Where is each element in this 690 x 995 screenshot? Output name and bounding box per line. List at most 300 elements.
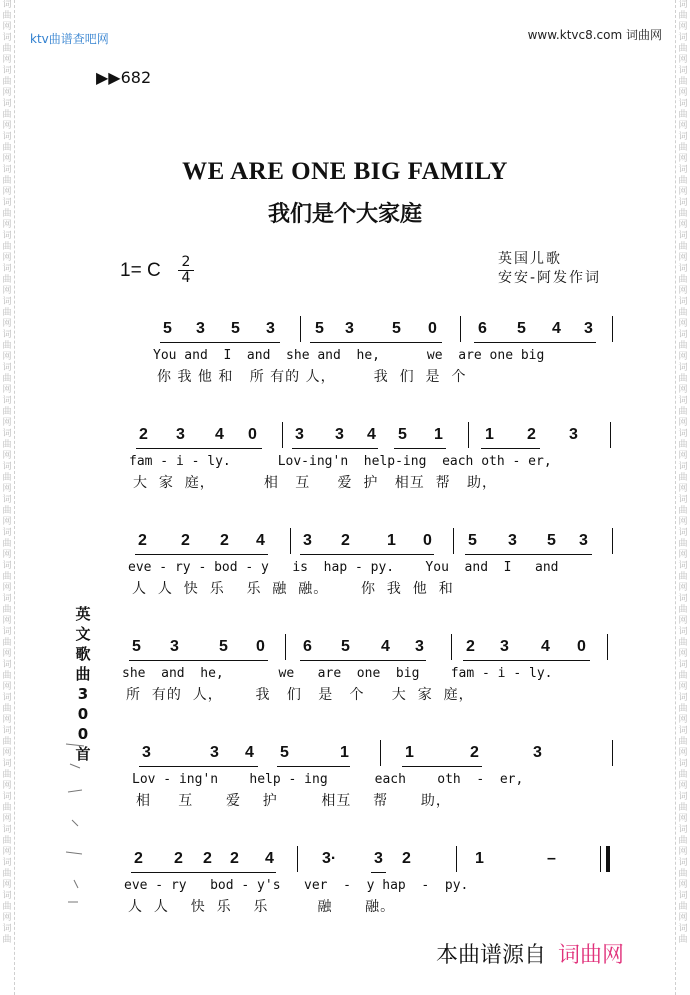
side-watermark-char: 网 <box>2 517 12 527</box>
key-signature: 1= C <box>120 260 161 281</box>
side-watermark-char: 词 <box>2 231 12 241</box>
side-watermark-char: 曲 <box>2 572 12 582</box>
note: 3 <box>345 320 354 337</box>
note: 3 <box>295 426 304 443</box>
side-watermark-char: 曲 <box>678 572 688 582</box>
side-watermark-char: 词 <box>2 627 12 637</box>
note: 5 <box>547 532 556 549</box>
side-watermark-char: 网 <box>678 484 688 494</box>
side-watermark-char: 词 <box>678 792 688 802</box>
side-watermark-char: 词 <box>2 924 12 934</box>
beam-underline <box>135 554 268 555</box>
side-watermark-char: 曲 <box>2 506 12 516</box>
side-watermark-char: 曲 <box>678 605 688 615</box>
side-watermark-char: 曲 <box>2 440 12 450</box>
note: 3 <box>579 532 588 549</box>
bar-line <box>453 528 454 554</box>
side-watermark-char: 网 <box>678 121 688 131</box>
beam-underline <box>300 554 434 555</box>
beam-underline <box>292 448 378 449</box>
side-watermark-char: 曲 <box>2 341 12 351</box>
side-watermark-char: 曲 <box>678 704 688 714</box>
note: 3 <box>170 638 179 655</box>
note: 2 <box>466 638 475 655</box>
left-border-watermark <box>0 0 15 995</box>
note: 3 <box>500 638 509 655</box>
side-watermark-char: 网 <box>678 187 688 197</box>
side-watermark-char: 词 <box>2 396 12 406</box>
side-watermark-char: 网 <box>2 253 12 263</box>
side-watermark-char: 曲 <box>2 737 12 747</box>
side-watermark-char: 曲 <box>678 935 688 945</box>
vertical-label-char: 首 <box>75 745 91 763</box>
note: 3 <box>508 532 517 549</box>
side-watermark-char: 网 <box>2 88 12 98</box>
note: 1 <box>434 426 443 443</box>
footer-text: 本曲谱源自 <box>436 943 547 968</box>
side-watermark-char: 词 <box>678 924 688 934</box>
beam-underline <box>160 342 280 343</box>
beam-underline <box>277 766 350 767</box>
note: 0 <box>577 638 586 655</box>
side-watermark-char: 词 <box>678 594 688 604</box>
side-watermark-char: 词 <box>2 495 12 505</box>
note: 3 <box>415 638 424 655</box>
side-watermark-char: 词 <box>2 297 12 307</box>
song-title-chinese: 我们是个大家庭 <box>267 202 422 227</box>
side-watermark-char: 网 <box>2 385 12 395</box>
bar-line <box>456 846 457 872</box>
side-watermark-char: 词 <box>678 858 688 868</box>
bar-line <box>612 528 613 554</box>
side-watermark-char: 网 <box>678 88 688 98</box>
side-watermark-char: 网 <box>678 418 688 428</box>
note: 4 <box>552 320 561 337</box>
beam-underline <box>131 872 276 873</box>
side-watermark-char: 网 <box>2 682 12 692</box>
side-watermark-char: 曲 <box>678 110 688 120</box>
side-watermark-char: 曲 <box>678 473 688 483</box>
lyrics-english: You and I and she and he, we are one big <box>153 348 545 363</box>
bar-line <box>607 634 608 660</box>
side-watermark-char: 词 <box>2 66 12 76</box>
side-watermark-char: 网 <box>678 220 688 230</box>
side-watermark-char: 词 <box>2 726 12 736</box>
side-watermark-char: 网 <box>678 847 688 857</box>
bar-line <box>460 316 461 342</box>
side-watermark-char: 网 <box>678 682 688 692</box>
note: 5 <box>280 744 289 761</box>
note: 2 <box>174 850 183 867</box>
side-watermark-char: 词 <box>678 627 688 637</box>
side-watermark-char: 曲 <box>678 341 688 351</box>
page-number: ▶▶682 <box>96 68 152 87</box>
lyrics-chinese: 相 互 爱 护 相互 帮 助， <box>136 793 451 809</box>
vertical-label-char: 英 <box>75 605 91 623</box>
side-watermark-char: 曲 <box>2 143 12 153</box>
lyrics-english: Lov - ing'n help - ing each oth - er, <box>132 772 524 787</box>
side-watermark-char: 网 <box>2 781 12 791</box>
note: 0 <box>428 320 437 337</box>
note: 2 <box>220 532 229 549</box>
lyrics-chinese: 大 家 庭， 相 互 爱 护 相互 帮 助， <box>133 475 497 491</box>
beam-underline <box>481 448 540 449</box>
vertical-label-char: 0 <box>77 725 89 743</box>
side-watermark-char: 词 <box>2 759 12 769</box>
side-watermark-char: 词 <box>678 66 688 76</box>
note: 5 <box>398 426 407 443</box>
side-watermark-char: 网 <box>678 715 688 725</box>
side-watermark-char: 词 <box>678 693 688 703</box>
side-watermark-char: 网 <box>2 352 12 362</box>
side-watermark-char: 网 <box>678 352 688 362</box>
side-watermark-char: 曲 <box>678 506 688 516</box>
side-watermark-char: 词 <box>2 528 12 538</box>
side-watermark-char: 曲 <box>678 638 688 648</box>
bar-line <box>290 528 291 554</box>
side-watermark-char: 曲 <box>678 44 688 54</box>
side-watermark-char: 网 <box>678 748 688 758</box>
side-watermark-char: 网 <box>678 781 688 791</box>
side-watermark-char: 网 <box>2 880 12 890</box>
side-watermark-char: 词 <box>678 660 688 670</box>
note: 4 <box>367 426 376 443</box>
side-watermark-char: 曲 <box>678 671 688 681</box>
bar-line <box>600 846 601 872</box>
side-watermark-char: 曲 <box>2 770 12 780</box>
note: 0 <box>256 638 265 655</box>
side-watermark-char: 曲 <box>2 275 12 285</box>
bar-line <box>300 316 301 342</box>
bar-line <box>610 422 611 448</box>
side-watermark-char: 曲 <box>678 737 688 747</box>
side-watermark-char: 网 <box>678 550 688 560</box>
side-watermark-char: 词 <box>678 561 688 571</box>
side-watermark-char: 网 <box>2 550 12 560</box>
lyrics-english: fam - i - ly. Lov-ing'n help-ing each oth - er, <box>129 454 552 469</box>
beam-underline <box>129 660 268 661</box>
right-border-watermark <box>675 0 690 995</box>
pencil-marks <box>62 740 92 910</box>
side-watermark-char: 曲 <box>678 275 688 285</box>
side-watermark-char: 网 <box>678 253 688 263</box>
bar-line <box>285 634 286 660</box>
side-watermark-char: 网 <box>678 583 688 593</box>
side-watermark-char: 词 <box>678 99 688 109</box>
side-watermark-char: 词 <box>678 198 688 208</box>
side-watermark-char: 网 <box>2 451 12 461</box>
note: 1 <box>485 426 494 443</box>
credit-lyricist: 安安-阿发作词 <box>498 270 602 286</box>
note: 1 <box>405 744 414 761</box>
bar-line <box>297 846 298 872</box>
side-watermark-char: 网 <box>678 913 688 923</box>
note: 4 <box>541 638 550 655</box>
side-watermark-char: 词 <box>678 891 688 901</box>
side-watermark-char: 词 <box>678 297 688 307</box>
note: 0 <box>423 532 432 549</box>
vertical-label-char: 3 <box>77 685 89 703</box>
side-watermark-char: 曲 <box>2 836 12 846</box>
note: 2 <box>138 532 147 549</box>
side-watermark-char: 网 <box>678 319 688 329</box>
side-watermark-char: 曲 <box>2 935 12 945</box>
beam-underline <box>465 554 592 555</box>
note: 6 <box>303 638 312 655</box>
side-watermark-char: 曲 <box>678 308 688 318</box>
side-watermark-char: 网 <box>2 715 12 725</box>
note: 2 <box>139 426 148 443</box>
side-watermark-char: 词 <box>678 495 688 505</box>
note: 5 <box>231 320 240 337</box>
side-watermark-char: 曲 <box>678 143 688 153</box>
side-watermark-char: 曲 <box>678 374 688 384</box>
note: 4 <box>245 744 254 761</box>
side-watermark-char: 曲 <box>2 11 12 21</box>
bar-line <box>468 422 469 448</box>
side-watermark-char: 曲 <box>678 902 688 912</box>
side-watermark-char: 曲 <box>2 803 12 813</box>
note: 5 <box>315 320 324 337</box>
side-watermark-char: 网 <box>2 418 12 428</box>
note: 2 <box>341 532 350 549</box>
note: 3 <box>210 744 219 761</box>
lyrics-chinese: 人 人 快 乐 乐 融 融。 <box>128 899 396 915</box>
side-watermark-char: 网 <box>678 286 688 296</box>
side-watermark-char: 曲 <box>2 704 12 714</box>
side-watermark-char: 词 <box>2 660 12 670</box>
side-watermark-char: 词 <box>678 165 688 175</box>
song-title-english: WE ARE ONE BIG FAMILY <box>182 158 508 185</box>
side-watermark-char: 曲 <box>678 77 688 87</box>
note: 3 <box>196 320 205 337</box>
note: 5 <box>341 638 350 655</box>
credit-origin: 英国儿歌 <box>498 251 562 267</box>
beam-underline <box>463 660 590 661</box>
lyrics-english: she and he, we are one big fam - i - ly. <box>122 666 553 681</box>
side-watermark-char: 词 <box>678 132 688 142</box>
side-watermark-char: 词 <box>678 264 688 274</box>
note: 5 <box>392 320 401 337</box>
fast-forward-icon: ▶▶ <box>96 68 121 87</box>
side-watermark-char: 曲 <box>678 803 688 813</box>
lyrics-chinese: 你 我 他 和 所 有的 人， 我 们 是 个 <box>157 369 467 385</box>
lyrics-chinese: 人 人 快 乐 乐 融 融。 你 我 他 和 <box>132 581 454 597</box>
side-watermark-char: 网 <box>2 913 12 923</box>
side-watermark-char: 词 <box>2 363 12 373</box>
side-watermark-char: 曲 <box>2 539 12 549</box>
lyrics-english: eve - ry bod - y's ver - y hap - py. <box>124 878 469 893</box>
note: 2 <box>402 850 411 867</box>
side-watermark-char: 曲 <box>2 638 12 648</box>
side-watermark-char: 词 <box>2 99 12 109</box>
side-watermark-char: 词 <box>2 858 12 868</box>
note: 0 <box>248 426 257 443</box>
note: 3 <box>176 426 185 443</box>
beam-underline <box>310 342 442 343</box>
note: 3 <box>335 426 344 443</box>
note: 4 <box>265 850 274 867</box>
side-watermark-char: 曲 <box>678 836 688 846</box>
bar-line <box>380 740 381 766</box>
side-watermark-char: 曲 <box>2 110 12 120</box>
beam-underline <box>136 448 262 449</box>
side-watermark-char: 词 <box>678 330 688 340</box>
side-watermark-char: 曲 <box>2 605 12 615</box>
final-bar-line <box>606 846 610 872</box>
side-watermark-char: 网 <box>2 154 12 164</box>
note: 1 <box>340 744 349 761</box>
side-watermark-char: 词 <box>2 330 12 340</box>
side-watermark-char: 网 <box>2 583 12 593</box>
side-watermark-char: 曲 <box>2 407 12 417</box>
lyrics-english: eve - ry - bod - y is hap - py. You and I and <box>128 560 559 575</box>
note: 4 <box>215 426 224 443</box>
time-signature: 2 4 <box>178 256 194 285</box>
note: 5 <box>219 638 228 655</box>
side-watermark-char: 网 <box>2 484 12 494</box>
note: 2 <box>134 850 143 867</box>
side-watermark-char: 曲 <box>2 671 12 681</box>
beam-underline <box>402 766 482 767</box>
side-watermark-char: 词 <box>678 231 688 241</box>
side-watermark-char: 网 <box>2 22 12 32</box>
side-watermark-char: 词 <box>2 264 12 274</box>
note: 3· <box>322 850 337 867</box>
footer-brand: 词曲网 <box>558 943 625 968</box>
side-watermark-char: 曲 <box>2 869 12 879</box>
side-watermark-char: 网 <box>678 814 688 824</box>
side-watermark-char: 词 <box>2 165 12 175</box>
side-watermark-char: 网 <box>678 22 688 32</box>
side-watermark-char: 网 <box>678 880 688 890</box>
side-watermark-char: 词 <box>2 693 12 703</box>
note: 2 <box>527 426 536 443</box>
watermark-left: ktv曲谱查吧网 <box>30 32 109 46</box>
side-watermark-char: 曲 <box>678 440 688 450</box>
vertical-label-char: 歌 <box>75 645 91 663</box>
note: – <box>547 850 556 867</box>
side-watermark-char: 网 <box>678 154 688 164</box>
bar-line <box>451 634 452 660</box>
side-watermark-char: 词 <box>2 198 12 208</box>
side-watermark-char: 曲 <box>678 770 688 780</box>
side-watermark-char: 词 <box>678 396 688 406</box>
note: 5 <box>517 320 526 337</box>
side-watermark-char: 网 <box>2 616 12 626</box>
side-watermark-char: 词 <box>678 0 688 10</box>
side-watermark-char: 曲 <box>2 308 12 318</box>
lyrics-chinese: 所 有的 人， 我 们 是 个 大 家 庭， <box>126 687 474 703</box>
side-watermark-char: 曲 <box>678 176 688 186</box>
side-watermark-char: 曲 <box>2 374 12 384</box>
note: 5 <box>468 532 477 549</box>
beam-underline <box>474 342 596 343</box>
note: 3 <box>374 850 383 867</box>
side-watermark-char: 曲 <box>678 539 688 549</box>
side-watermark-char: 词 <box>2 825 12 835</box>
note: 2 <box>203 850 212 867</box>
side-watermark-char: 词 <box>678 363 688 373</box>
side-watermark-char: 词 <box>678 759 688 769</box>
side-watermark-char: 网 <box>2 121 12 131</box>
side-watermark-char: 词 <box>2 429 12 439</box>
side-watermark-char: 网 <box>2 649 12 659</box>
side-watermark-char: 词 <box>678 825 688 835</box>
side-watermark-char: 词 <box>678 33 688 43</box>
beam-underline <box>139 766 258 767</box>
note: 3 <box>533 744 542 761</box>
note: 1 <box>475 850 484 867</box>
note: 2 <box>230 850 239 867</box>
side-watermark-char: 网 <box>678 55 688 65</box>
side-watermark-char: 曲 <box>2 44 12 54</box>
note: 5 <box>163 320 172 337</box>
note: 1 <box>387 532 396 549</box>
note: 4 <box>256 532 265 549</box>
side-watermark-char: 曲 <box>678 869 688 879</box>
watermark-right: www.ktvc8.com 词曲网 <box>527 28 662 42</box>
vertical-label-char: 曲 <box>75 665 91 683</box>
note: 2 <box>181 532 190 549</box>
side-watermark-char: 网 <box>2 286 12 296</box>
beam-underline <box>371 872 386 873</box>
side-watermark-char: 网 <box>678 385 688 395</box>
side-watermark-char: 曲 <box>678 242 688 252</box>
side-watermark-char: 网 <box>2 748 12 758</box>
side-watermark-char: 词 <box>678 528 688 538</box>
note: 3 <box>266 320 275 337</box>
note: 3 <box>303 532 312 549</box>
side-watermark-char: 曲 <box>678 209 688 219</box>
note: 4 <box>381 638 390 655</box>
side-watermark-char: 词 <box>2 0 12 10</box>
side-watermark-char: 词 <box>2 594 12 604</box>
side-watermark-char: 词 <box>2 792 12 802</box>
beam-underline <box>300 660 426 661</box>
side-watermark-char: 曲 <box>2 242 12 252</box>
side-watermark-char: 词 <box>2 561 12 571</box>
note: 3 <box>142 744 151 761</box>
side-watermark-char: 网 <box>678 451 688 461</box>
bar-line <box>612 740 613 766</box>
vertical-label-char: 0 <box>77 705 89 723</box>
side-watermark-char: 网 <box>678 649 688 659</box>
side-watermark-char: 词 <box>2 132 12 142</box>
footer-source <box>436 938 624 969</box>
side-watermark-char: 网 <box>2 187 12 197</box>
vertical-label-char: 文 <box>75 625 91 643</box>
side-watermark-char: 曲 <box>2 902 12 912</box>
side-watermark-char: 曲 <box>2 77 12 87</box>
side-watermark-char: 网 <box>2 814 12 824</box>
bar-line <box>282 422 283 448</box>
credits <box>498 250 601 288</box>
side-watermark-char: 曲 <box>678 407 688 417</box>
side-watermark-char: 词 <box>2 462 12 472</box>
side-watermark-char: 曲 <box>2 209 12 219</box>
side-watermark-char: 网 <box>678 517 688 527</box>
bar-line <box>612 316 613 342</box>
note: 6 <box>478 320 487 337</box>
side-watermark-char: 网 <box>678 616 688 626</box>
side-watermark-char: 网 <box>2 220 12 230</box>
beam-underline <box>394 448 446 449</box>
note: 2 <box>470 744 479 761</box>
note: 3 <box>569 426 578 443</box>
side-watermark-char: 词 <box>678 462 688 472</box>
side-watermark-char: 词 <box>2 33 12 43</box>
